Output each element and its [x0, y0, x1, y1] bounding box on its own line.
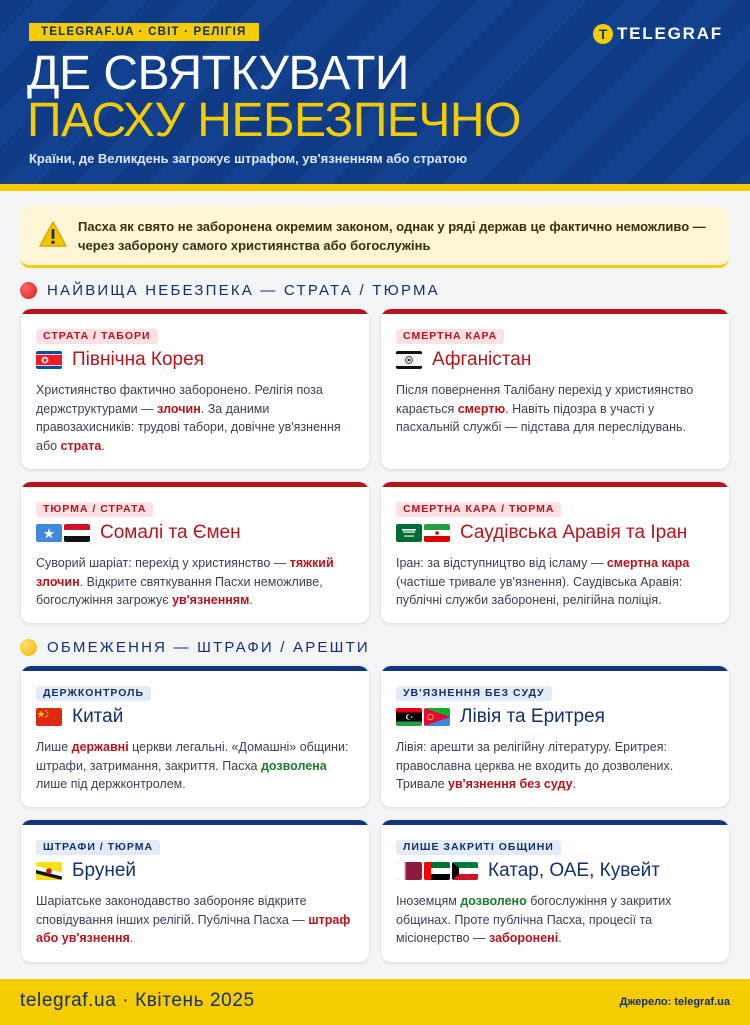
highlight-danger: штраф або ув'язнення — [36, 912, 351, 946]
country-card[interactable] — [381, 820, 729, 962]
description-text: церкви легальні. «Домашні» общини: штрафи, затримання, закриття. Пасха — [36, 740, 349, 773]
risk-tag: СМЕРТНА КАРА — [396, 329, 504, 344]
brunei-flag-icon — [36, 862, 62, 880]
highlight-danger: ув'язнення без суду — [448, 777, 573, 792]
afghanistan-flag-icon — [396, 351, 422, 369]
flags — [396, 862, 480, 880]
country-name: Китай — [72, 706, 124, 727]
highlight-danger: заборонені — [489, 931, 559, 946]
header — [0, 0, 750, 186]
risk-tag: ЛИШЕ ЗАКРИТІ ОБЩИНИ — [396, 840, 561, 855]
risk-tag: ТЮРМА / СТРАТА — [36, 502, 153, 517]
country-name: Лівія та Еритрея — [460, 706, 605, 727]
uae-flag-icon — [424, 862, 450, 880]
eritrea-flag-icon — [424, 708, 450, 726]
header-accent-bar — [0, 184, 750, 191]
china-flag-icon — [36, 708, 62, 726]
card-accent-bar — [21, 820, 369, 825]
north-korea-flag-icon — [36, 351, 62, 369]
flags — [36, 708, 64, 726]
card-description — [36, 738, 358, 794]
risk-tag: ШТРАФИ / ТЮРМА — [36, 840, 160, 855]
country-card[interactable] — [21, 482, 369, 623]
footer — [0, 979, 750, 1025]
card-accent-bar — [21, 482, 369, 487]
country-name: Північна Корея — [72, 349, 204, 370]
country-heading — [36, 860, 136, 882]
country-heading — [396, 860, 660, 882]
description-text: . — [129, 931, 134, 946]
warning-icon — [38, 220, 68, 248]
country-card[interactable] — [381, 309, 729, 469]
risk-tag: ДЕРЖКОНТРОЛЬ — [36, 686, 151, 701]
flags — [36, 524, 92, 542]
country-heading — [396, 349, 531, 371]
yellow-circle-icon — [20, 639, 37, 656]
country-heading — [36, 706, 123, 728]
footer-site-date[interactable]: telegraf.ua · Квітень 2025 — [20, 990, 255, 1011]
card-description — [396, 738, 718, 794]
breadcrumb[interactable]: TELEGRAF.UA · СВІТ · РЕЛІГІЯ — [29, 23, 259, 41]
card-description — [36, 381, 358, 455]
description-text: . — [572, 777, 577, 792]
red-circle-icon — [20, 282, 37, 299]
description-text: . — [558, 931, 562, 946]
description-text: . Відкрите святкування Пасхи неможливе, богослужіння загрожує — [36, 574, 323, 608]
country-card[interactable] — [381, 666, 729, 807]
highlight-danger: смертна кара — [606, 556, 690, 570]
flags — [396, 708, 452, 726]
country-name: Афганістан — [432, 349, 532, 370]
highlight-allowed: дозволено — [460, 894, 527, 908]
kuwait-flag-icon — [452, 862, 478, 880]
card-accent-bar — [381, 820, 729, 825]
highlight-danger: ув'язненням — [172, 593, 250, 608]
notice-text: Пасха як свято не заборонена окремим законом, однак у ряді держав це фактично неможливо — через заборону самого християнства або богослужінь — [78, 219, 706, 253]
libya-flag-icon — [396, 708, 422, 726]
description-text: Лівія: арешти за релігійну літературу. Еритрея: православна церква не входить до дозволених. Тривале — [396, 740, 674, 792]
description-text: лише під держконтролем. — [36, 777, 186, 792]
country-heading — [396, 522, 687, 544]
country-name: Сомалі та Ємен — [100, 522, 241, 543]
flags — [36, 351, 64, 369]
footer-source: Джерело: telegraf.ua — [619, 996, 730, 1008]
highlight-danger: державні — [71, 740, 129, 754]
section-title: ОБМЕЖЕННЯ — ШТРАФИ / АРЕШТИ — [47, 639, 370, 656]
risk-tag: СТРАТА / ТАБОРИ — [36, 329, 158, 344]
section-title: НАЙВИЩА НЕБЕЗПЕКА — СТРАТА / ТЮРМА — [47, 282, 440, 299]
country-name: Бруней — [72, 860, 136, 881]
description-text: Християнство фактично заборонено. Релігія поза держструктурами — — [36, 383, 323, 416]
description-text: Шаріатське законодавство забороняє відкрите сповідування інших релігій. Публічна Пасха — — [36, 894, 309, 927]
card-description — [396, 381, 718, 437]
page-title-line2: ПАСХУ НЕБЕЗПЕЧНО — [27, 94, 521, 147]
saudi-arabia-flag-icon — [396, 524, 422, 542]
card-accent-bar — [381, 309, 729, 314]
description-text: Суворий шаріат: перехід у християнство — — [36, 556, 290, 570]
logo-text: TELEGRAF — [616, 24, 723, 43]
flags — [36, 862, 64, 880]
risk-tag: СМЕРТНА КАРА / ТЮРМА — [396, 502, 561, 517]
description-text: Після повернення Талібану перехід у християнство карається — [396, 383, 694, 416]
somalia-flag-icon — [36, 524, 62, 542]
description-text: Іноземцям — [396, 894, 461, 908]
card-accent-bar — [21, 666, 369, 671]
yemen-flag-icon — [64, 524, 90, 542]
description-text: . — [101, 438, 105, 453]
section-heading-danger — [20, 282, 440, 299]
card-accent-bar — [21, 309, 369, 314]
country-card[interactable] — [21, 820, 369, 962]
card-description — [36, 554, 358, 610]
country-name: Катар, ОАЕ, Кувейт — [488, 860, 660, 881]
description-text: . — [249, 593, 253, 608]
logo-icon: T — [593, 24, 613, 44]
logo[interactable] — [593, 24, 723, 44]
country-name: Саудівська Аравія та Іран — [460, 522, 688, 543]
description-text: Лише — [36, 740, 72, 754]
country-card[interactable] — [381, 482, 729, 623]
notice-box — [20, 206, 729, 268]
card-description — [36, 892, 358, 948]
description-text: Іран: за відступництво від ісламу — — [396, 556, 607, 570]
flags — [396, 351, 424, 369]
country-heading — [36, 349, 204, 371]
risk-tag: УВ'ЯЗНЕННЯ БЕЗ СУДУ — [396, 686, 552, 701]
highlight-danger: смертю — [457, 401, 506, 416]
country-heading — [36, 522, 241, 544]
description-text: . За даними правозахисників: трудові табори, довічне ув'язнення або — [36, 401, 341, 453]
highlight-danger: страта — [60, 438, 102, 453]
country-card[interactable] — [21, 309, 369, 469]
description-text: . Навіть підозра в участі у пасхальній службі — підстава для переслідувань. — [396, 401, 687, 435]
card-description — [396, 892, 718, 948]
description-text: (частіше тривале ув'язнення). Саудівська Аравія: публічні служби заборонені, релігійна поліція. — [396, 574, 683, 608]
card-description — [396, 554, 718, 610]
card-accent-bar — [381, 482, 729, 487]
qatar-flag-icon — [396, 862, 422, 880]
card-accent-bar — [381, 666, 729, 671]
page-title-line1: ДЕ СВЯТКУВАТИ — [27, 47, 409, 100]
description-text: богослужіння у закритих общинах. Проте публічна Пасха, процесії та місіонерство — — [396, 894, 672, 946]
flags — [396, 524, 452, 542]
highlight-danger: злочин — [157, 401, 201, 416]
highlight-allowed: дозволена — [260, 758, 327, 773]
section-heading-restrictions — [20, 639, 370, 656]
country-heading — [396, 706, 605, 728]
highlight-danger: тяжкий злочин — [36, 556, 334, 589]
iran-flag-icon — [424, 524, 450, 542]
country-card[interactable] — [21, 666, 369, 807]
page-subtitle: Країни, де Великдень загрожує штрафом, ув'язненням або стратою — [29, 151, 468, 166]
